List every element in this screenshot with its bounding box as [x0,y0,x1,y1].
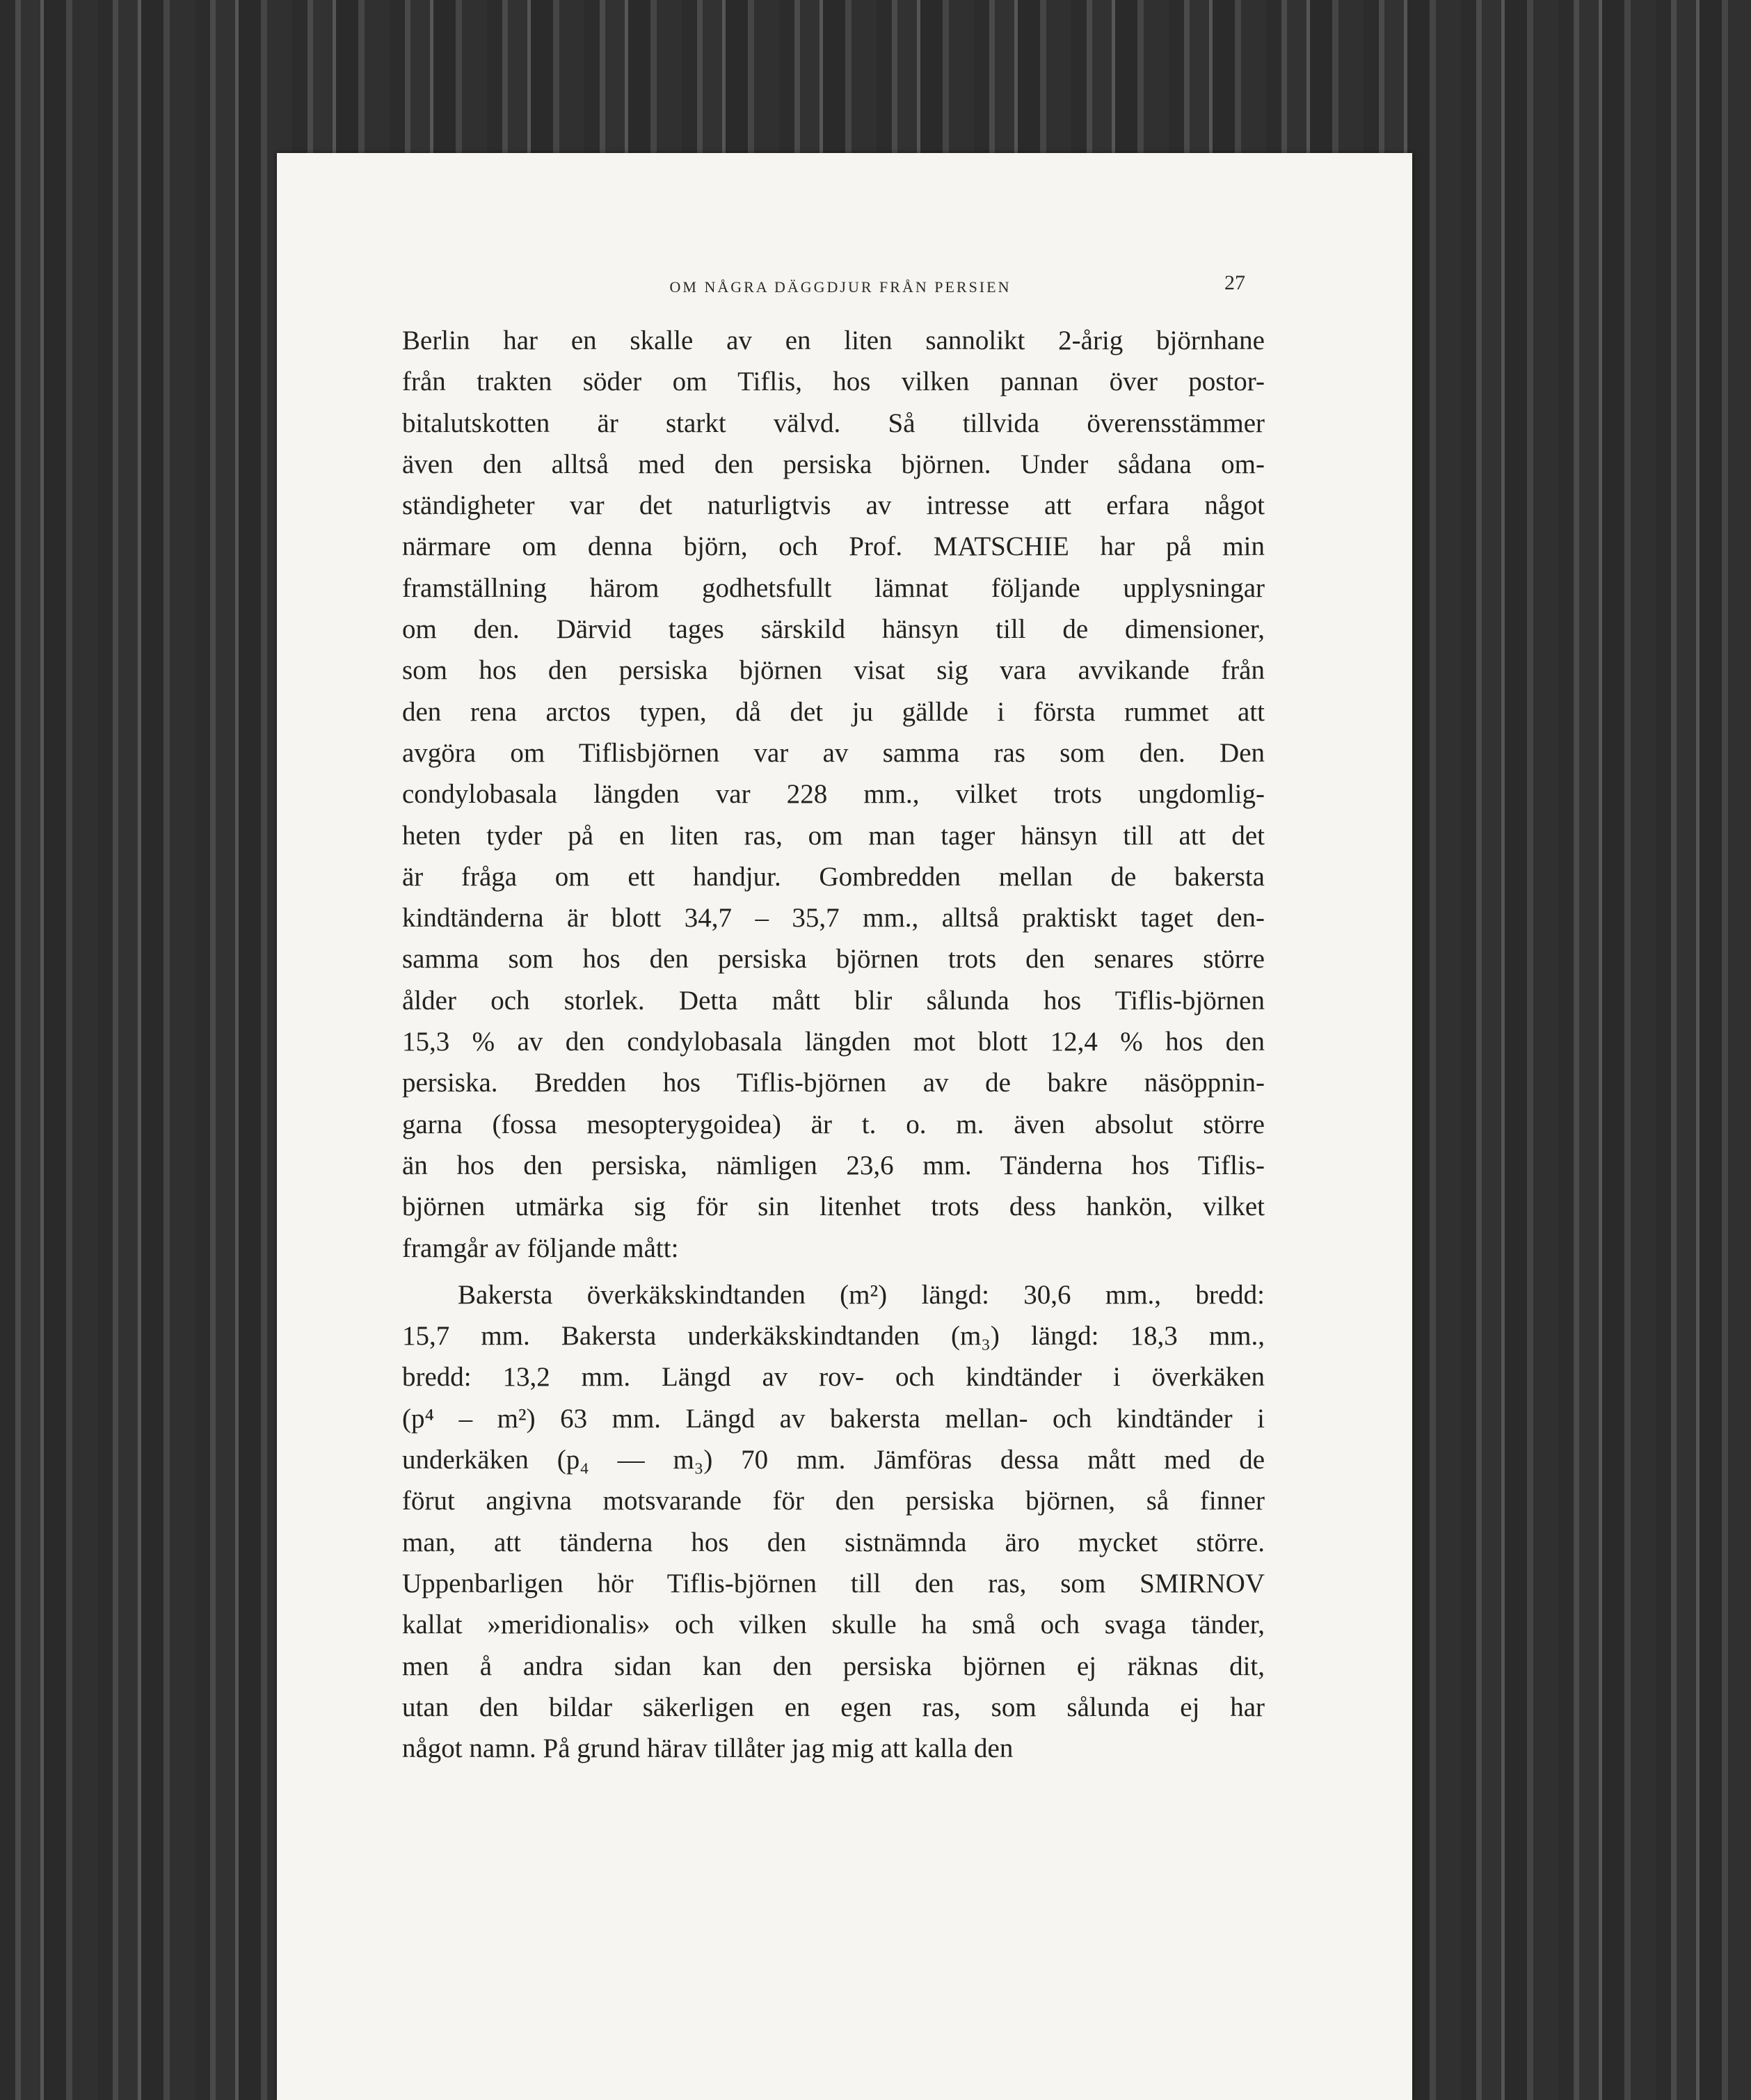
text-line: ständigheter var det naturligtvis av intresse att erfara något [402,490,1265,521]
paragraph-2 [402,1274,1265,1770]
body-text [402,320,1265,1769]
text-line: Berlin har en skalle av en liten sannolikt 2-årig björnhane [402,326,1265,355]
text-line: bitalutskotten är starkt välvd. Så tillvida överensstämmer [402,408,1265,438]
text-line: ålder och storlek. Detta mått blir sålunda hos Tiflis-björnen [402,985,1265,1016]
text-line: framställning härom godhetsfullt lämnat följande upplysningar [402,572,1265,603]
book-page [277,153,1412,2100]
text-line: garna (fossa mesopterygoidea) är t. o. m. även absolut större [402,1109,1265,1139]
text-line: (p⁴ – m²) 63 mm. Längd av bakersta mellan- och kindtänder i [402,1403,1265,1434]
text-line: heten tyder på en liten ras, om man tager hänsyn till att det [402,820,1265,851]
text-line: man, att tänderna hos den sistnämnda äro mycket större. [402,1527,1265,1557]
paragraph-1 [402,320,1265,1269]
text-line: bredd: 13,2 mm. Längd av rov- och kindtänder i överkäken [402,1362,1265,1393]
text-line: från trakten söder om Tiflis, hos vilken pannan över postor- [402,367,1265,397]
text-line: Uppenbarligen hör Tiflis-björnen till den ras, som SMIRNOV [402,1568,1265,1598]
text-line: den rena arctos typen, då det ju gällde i första rummet att [402,696,1265,727]
text-line: kindtänderna är blott 34,7 – 35,7 mm., alltså praktiskt taget den- [402,903,1265,933]
text-line: björnen utmärka sig för sin litenhet trots dess hankön, vilket [402,1192,1265,1222]
text-line: samma som hos den persiska björnen trots den senares större [402,944,1265,975]
text-line: Bakersta överkäkskindtanden (m²) längd: 30,6 mm., bredd: [458,1279,1265,1310]
page-number: 27 [1224,271,1245,294]
text-line: om den. Därvid tages särskild hänsyn till de dimensioner, [402,614,1265,645]
text-line: framgår av följande mått: [402,1233,679,1263]
text-line: även den alltså med den persiska björnen. Under sådana om- [402,449,1265,479]
text-line: avgöra om Tiflisbjörnen var av samma ras som den. Den [402,737,1265,768]
text-line: är fråga om ett handjur. Gombredden mellan de bakersta [402,861,1265,892]
running-head: OM NÅGRA DÄGGDJUR FRÅN PERSIEN [669,278,1012,296]
text-line: condylobasala längden var 228 mm., vilket trots ungdomlig- [402,779,1265,810]
text-line: närmare om denna björn, och Prof. MATSCHIE har på min [402,531,1265,562]
text-line: förut angivna motsvarande för den persiska björnen, så finner [402,1486,1265,1516]
paragraph-gap [402,1269,1265,1274]
text-line: än hos den persiska, nämligen 23,6 mm. Tänderna hos Tiflis- [402,1150,1265,1180]
text-line: persiska. Bredden hos Tiflis-björnen av de bakre näsöppnin- [402,1068,1265,1098]
text-line: kallat »meridionalis» och vilken skulle ha små och svaga tänder, [402,1610,1265,1640]
text-line: som hos den persiska björnen visat sig vara avvikande från [402,655,1265,686]
text-line: utan den bildar säkerligen en egen ras, som sålunda ej har [402,1692,1265,1722]
text-line: 15,7 mm. Bakersta underkäkskindtanden (m₃) längd: 18,3 mm., [402,1321,1265,1352]
text-line: underkäken (p₄ — m₃) 70 mm. Jämföras dessa mått med de [402,1445,1265,1475]
text-line: något namn. På grund härav tillåter jag mig att kalla den [402,1733,1014,1764]
text-line: men å andra sidan kan den persiska björnen ej räknas dit, [402,1651,1265,1681]
text-line: 15,3 % av den condylobasala längden mot blott 12,4 % hos den [402,1027,1265,1057]
